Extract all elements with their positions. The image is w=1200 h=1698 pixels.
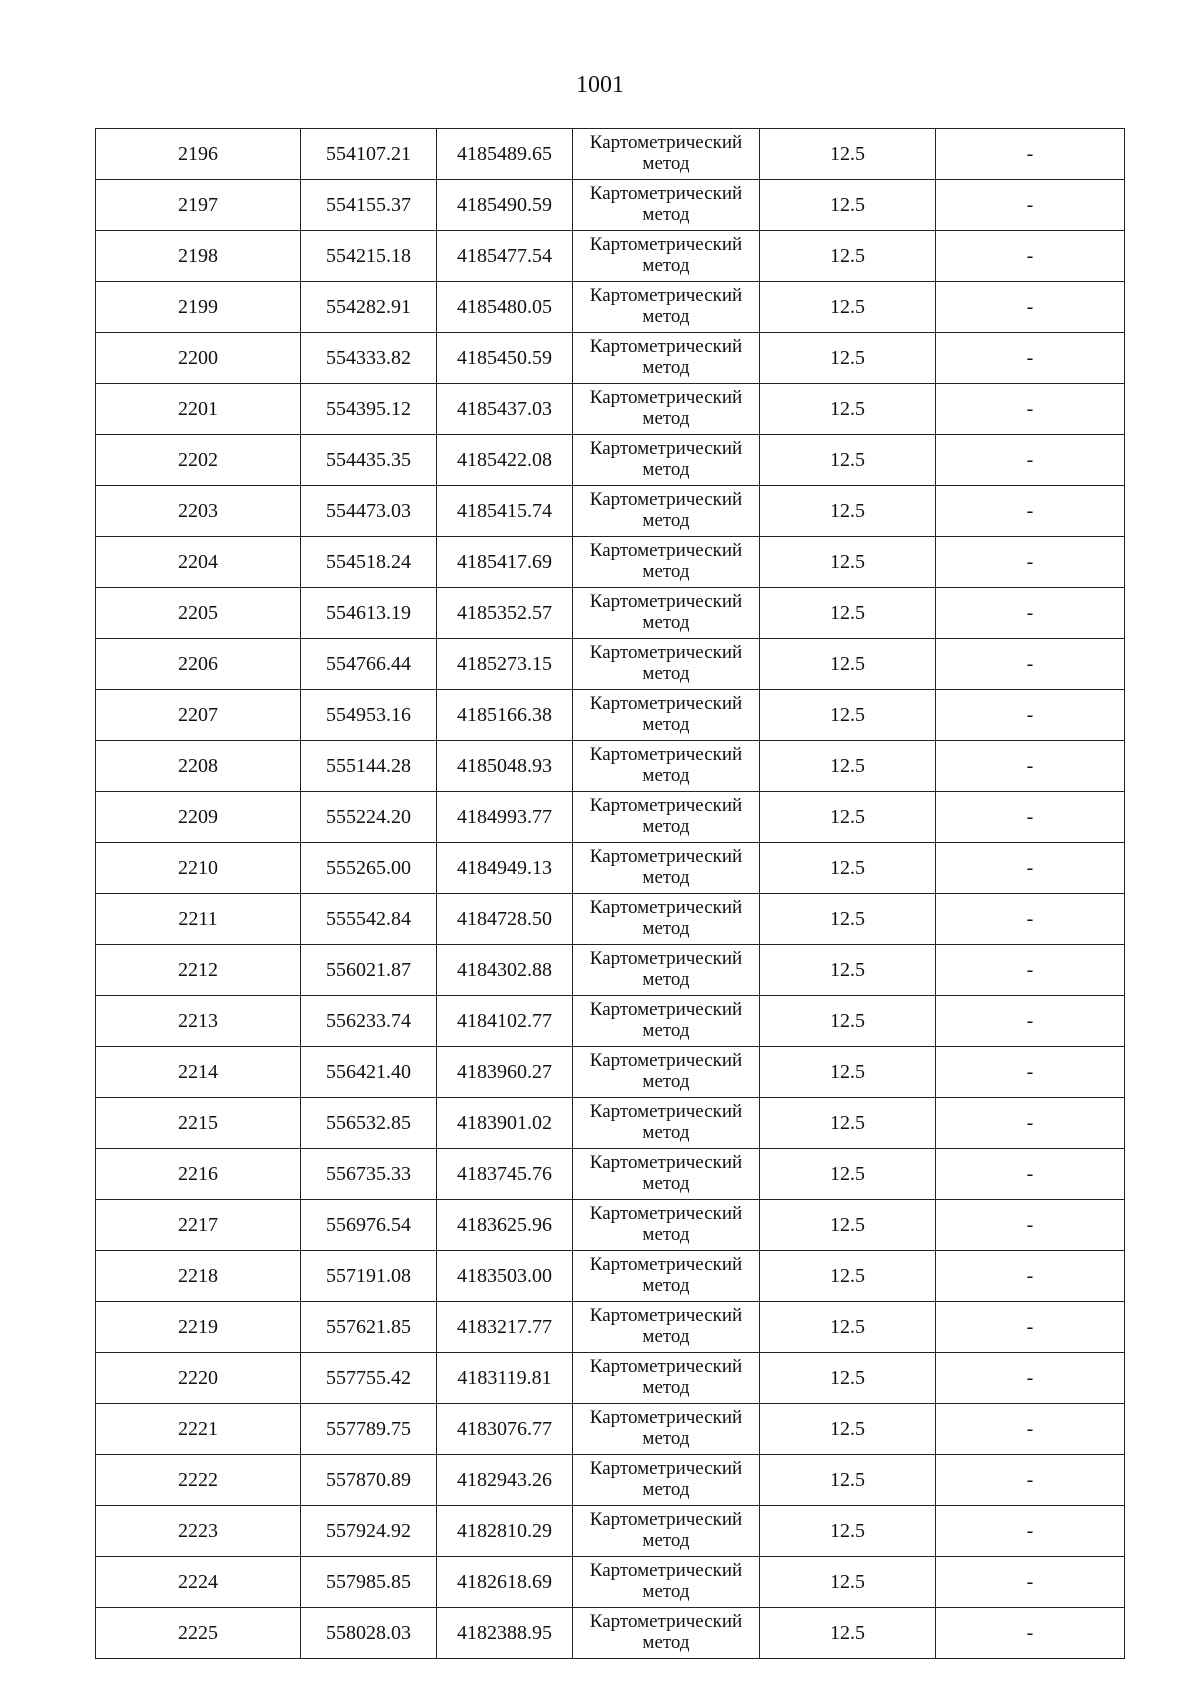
x-coordinate-cell: 554953.16 — [301, 690, 437, 741]
method-line-2: метод — [642, 459, 690, 480]
accuracy-cell: 12.5 — [760, 282, 936, 333]
accuracy-cell: 12.5 — [760, 1557, 936, 1608]
method-cell — [573, 435, 760, 486]
accuracy-cell: 12.5 — [760, 1404, 936, 1455]
method-line-1: Картометрический — [589, 1050, 743, 1072]
point-number-cell: 2209 — [96, 792, 301, 843]
coordinates-table — [95, 128, 1125, 1659]
method-line-2: метод — [642, 969, 690, 990]
method-line-2: метод — [642, 561, 690, 582]
x-coordinate-cell: 554766.44 — [301, 639, 437, 690]
method-cell — [573, 486, 760, 537]
table-row — [96, 129, 1125, 180]
note-cell: - — [936, 996, 1125, 1047]
method-line-2: метод — [642, 1224, 690, 1245]
note-cell: - — [936, 1047, 1125, 1098]
method-line-1: Картометрический — [589, 1254, 743, 1276]
method-line-2: метод — [642, 153, 690, 174]
method-line-2: метод — [642, 714, 690, 735]
method-line-2: метод — [642, 255, 690, 276]
note-cell: - — [936, 1404, 1125, 1455]
accuracy-cell: 12.5 — [760, 1353, 936, 1404]
table-row — [96, 1200, 1125, 1251]
note-cell: - — [936, 1353, 1125, 1404]
table-row — [96, 792, 1125, 843]
method-cell — [573, 1098, 760, 1149]
method-line-1: Картометрический — [589, 642, 743, 664]
method-cell — [573, 384, 760, 435]
point-number-cell: 2204 — [96, 537, 301, 588]
point-number-cell: 2224 — [96, 1557, 301, 1608]
method-line-2: метод — [642, 816, 690, 837]
x-coordinate-cell: 556233.74 — [301, 996, 437, 1047]
point-number-cell: 2214 — [96, 1047, 301, 1098]
table-row — [96, 1506, 1125, 1557]
point-number-cell: 2220 — [96, 1353, 301, 1404]
note-cell: - — [936, 690, 1125, 741]
note-cell: - — [936, 639, 1125, 690]
x-coordinate-cell: 557924.92 — [301, 1506, 437, 1557]
x-coordinate-cell: 555224.20 — [301, 792, 437, 843]
table-row — [96, 1098, 1125, 1149]
point-number-cell: 2196 — [96, 129, 301, 180]
page-number: 1001 — [576, 72, 624, 98]
method-cell — [573, 945, 760, 996]
y-coordinate-cell: 4184302.88 — [437, 945, 573, 996]
method-line-2: метод — [642, 918, 690, 939]
method-line-1: Картометрический — [589, 438, 743, 460]
x-coordinate-cell: 554282.91 — [301, 282, 437, 333]
table-row — [96, 537, 1125, 588]
x-coordinate-cell: 554395.12 — [301, 384, 437, 435]
x-coordinate-cell: 556421.40 — [301, 1047, 437, 1098]
x-coordinate-cell: 556976.54 — [301, 1200, 437, 1251]
x-coordinate-cell: 557870.89 — [301, 1455, 437, 1506]
point-number-cell: 2199 — [96, 282, 301, 333]
method-line-1: Картометрический — [589, 795, 743, 817]
method-line-2: метод — [642, 1530, 690, 1551]
note-cell: - — [936, 486, 1125, 537]
accuracy-cell: 12.5 — [760, 741, 936, 792]
note-cell: - — [936, 1200, 1125, 1251]
accuracy-cell: 12.5 — [760, 537, 936, 588]
table-row — [96, 639, 1125, 690]
method-line-1: Картометрический — [589, 285, 743, 307]
point-number-cell: 2206 — [96, 639, 301, 690]
x-coordinate-cell: 554613.19 — [301, 588, 437, 639]
note-cell: - — [936, 282, 1125, 333]
note-cell: - — [936, 129, 1125, 180]
x-coordinate-cell: 555542.84 — [301, 894, 437, 945]
table-row — [96, 486, 1125, 537]
point-number-cell: 2205 — [96, 588, 301, 639]
y-coordinate-cell: 4183503.00 — [437, 1251, 573, 1302]
accuracy-cell: 12.5 — [760, 945, 936, 996]
y-coordinate-cell: 4183119.81 — [437, 1353, 573, 1404]
note-cell: - — [936, 1608, 1125, 1659]
table-row — [96, 1404, 1125, 1455]
y-coordinate-cell: 4185480.05 — [437, 282, 573, 333]
accuracy-cell: 12.5 — [760, 333, 936, 384]
method-line-1: Картометрический — [589, 591, 743, 613]
method-line-1: Картометрический — [589, 1101, 743, 1123]
x-coordinate-cell: 554155.37 — [301, 180, 437, 231]
method-line-1: Картометрический — [589, 132, 743, 154]
table-row — [96, 1455, 1125, 1506]
method-cell — [573, 639, 760, 690]
x-coordinate-cell: 558028.03 — [301, 1608, 437, 1659]
method-line-2: метод — [642, 1173, 690, 1194]
point-number-cell: 2211 — [96, 894, 301, 945]
method-line-1: Картометрический — [589, 1407, 743, 1429]
y-coordinate-cell: 4183076.77 — [437, 1404, 573, 1455]
point-number-cell: 2217 — [96, 1200, 301, 1251]
method-cell — [573, 588, 760, 639]
method-line-2: метод — [642, 1479, 690, 1500]
point-number-cell: 2215 — [96, 1098, 301, 1149]
accuracy-cell: 12.5 — [760, 1608, 936, 1659]
method-line-2: метод — [642, 765, 690, 786]
note-cell: - — [936, 1149, 1125, 1200]
method-cell — [573, 741, 760, 792]
method-cell — [573, 1455, 760, 1506]
table-row — [96, 1047, 1125, 1098]
accuracy-cell: 12.5 — [760, 1455, 936, 1506]
y-coordinate-cell: 4184728.50 — [437, 894, 573, 945]
note-cell: - — [936, 1302, 1125, 1353]
y-coordinate-cell: 4185417.69 — [437, 537, 573, 588]
x-coordinate-cell: 557755.42 — [301, 1353, 437, 1404]
note-cell: - — [936, 537, 1125, 588]
point-number-cell: 2198 — [96, 231, 301, 282]
table-row — [96, 996, 1125, 1047]
table-row — [96, 333, 1125, 384]
method-line-1: Картометрический — [589, 1203, 743, 1225]
method-line-2: метод — [642, 867, 690, 888]
x-coordinate-cell: 554215.18 — [301, 231, 437, 282]
method-cell — [573, 333, 760, 384]
method-cell — [573, 1302, 760, 1353]
x-coordinate-cell: 555144.28 — [301, 741, 437, 792]
x-coordinate-cell: 554435.35 — [301, 435, 437, 486]
point-number-cell: 2197 — [96, 180, 301, 231]
table-row — [96, 690, 1125, 741]
method-cell — [573, 1608, 760, 1659]
method-line-2: метод — [642, 357, 690, 378]
method-line-2: метод — [642, 1581, 690, 1602]
accuracy-cell: 12.5 — [760, 1506, 936, 1557]
point-number-cell: 2212 — [96, 945, 301, 996]
note-cell: - — [936, 1455, 1125, 1506]
method-cell — [573, 180, 760, 231]
method-cell — [573, 843, 760, 894]
method-line-1: Картометрический — [589, 336, 743, 358]
point-number-cell: 2200 — [96, 333, 301, 384]
y-coordinate-cell: 4185437.03 — [437, 384, 573, 435]
method-cell — [573, 690, 760, 741]
method-line-1: Картометрический — [589, 846, 743, 868]
accuracy-cell: 12.5 — [760, 231, 936, 282]
method-line-1: Картометрический — [589, 1152, 743, 1174]
table-row — [96, 1608, 1125, 1659]
table-row — [96, 180, 1125, 231]
y-coordinate-cell: 4182810.29 — [437, 1506, 573, 1557]
note-cell: - — [936, 843, 1125, 894]
note-cell: - — [936, 741, 1125, 792]
table-row — [96, 282, 1125, 333]
method-line-2: метод — [642, 408, 690, 429]
method-cell — [573, 996, 760, 1047]
method-line-1: Картометрический — [589, 1509, 743, 1531]
y-coordinate-cell: 4182388.95 — [437, 1608, 573, 1659]
y-coordinate-cell: 4185273.15 — [437, 639, 573, 690]
x-coordinate-cell: 557985.85 — [301, 1557, 437, 1608]
point-number-cell: 2208 — [96, 741, 301, 792]
method-line-1: Картометрический — [589, 744, 743, 766]
method-cell — [573, 1557, 760, 1608]
x-coordinate-cell: 556021.87 — [301, 945, 437, 996]
y-coordinate-cell: 4184949.13 — [437, 843, 573, 894]
method-line-2: метод — [642, 1377, 690, 1398]
accuracy-cell: 12.5 — [760, 639, 936, 690]
method-cell — [573, 1200, 760, 1251]
note-cell: - — [936, 333, 1125, 384]
table-row — [96, 384, 1125, 435]
note-cell: - — [936, 1557, 1125, 1608]
accuracy-cell: 12.5 — [760, 996, 936, 1047]
method-line-1: Картометрический — [589, 1305, 743, 1327]
x-coordinate-cell: 557789.75 — [301, 1404, 437, 1455]
x-coordinate-cell: 556532.85 — [301, 1098, 437, 1149]
point-number-cell: 2225 — [96, 1608, 301, 1659]
method-cell — [573, 537, 760, 588]
method-line-2: метод — [642, 204, 690, 225]
y-coordinate-cell: 4182618.69 — [437, 1557, 573, 1608]
method-cell — [573, 1506, 760, 1557]
note-cell: - — [936, 384, 1125, 435]
y-coordinate-cell: 4184993.77 — [437, 792, 573, 843]
note-cell: - — [936, 180, 1125, 231]
x-coordinate-cell: 557191.08 — [301, 1251, 437, 1302]
note-cell: - — [936, 792, 1125, 843]
method-cell — [573, 1353, 760, 1404]
y-coordinate-cell: 4185450.59 — [437, 333, 573, 384]
method-line-2: метод — [642, 1326, 690, 1347]
method-line-1: Картометрический — [589, 387, 743, 409]
note-cell: - — [936, 894, 1125, 945]
y-coordinate-cell: 4185422.08 — [437, 435, 573, 486]
x-coordinate-cell: 555265.00 — [301, 843, 437, 894]
method-cell — [573, 1149, 760, 1200]
y-coordinate-cell: 4185490.59 — [437, 180, 573, 231]
method-line-1: Картометрический — [589, 693, 743, 715]
method-line-2: метод — [642, 663, 690, 684]
method-line-1: Картометрический — [589, 183, 743, 205]
method-cell — [573, 894, 760, 945]
point-number-cell: 2210 — [96, 843, 301, 894]
table-row — [96, 588, 1125, 639]
note-cell: - — [936, 588, 1125, 639]
point-number-cell: 2201 — [96, 384, 301, 435]
table-row — [96, 741, 1125, 792]
note-cell: - — [936, 231, 1125, 282]
y-coordinate-cell: 4183901.02 — [437, 1098, 573, 1149]
point-number-cell: 2223 — [96, 1506, 301, 1557]
method-line-1: Картометрический — [589, 1458, 743, 1480]
method-line-2: метод — [642, 1020, 690, 1041]
accuracy-cell: 12.5 — [760, 180, 936, 231]
method-line-2: метод — [642, 306, 690, 327]
method-cell — [573, 1251, 760, 1302]
note-cell: - — [936, 945, 1125, 996]
method-line-2: метод — [642, 510, 690, 531]
y-coordinate-cell: 4182943.26 — [437, 1455, 573, 1506]
y-coordinate-cell: 4184102.77 — [437, 996, 573, 1047]
table-row — [96, 231, 1125, 282]
x-coordinate-cell: 554107.21 — [301, 129, 437, 180]
method-line-1: Картометрический — [589, 999, 743, 1021]
accuracy-cell: 12.5 — [760, 588, 936, 639]
method-line-1: Картометрический — [589, 1356, 743, 1378]
method-cell — [573, 231, 760, 282]
point-number-cell: 2202 — [96, 435, 301, 486]
method-cell — [573, 129, 760, 180]
accuracy-cell: 12.5 — [760, 894, 936, 945]
x-coordinate-cell: 556735.33 — [301, 1149, 437, 1200]
table-row — [96, 1149, 1125, 1200]
y-coordinate-cell: 4185166.38 — [437, 690, 573, 741]
accuracy-cell: 12.5 — [760, 1302, 936, 1353]
accuracy-cell: 12.5 — [760, 435, 936, 486]
method-line-2: метод — [642, 612, 690, 633]
accuracy-cell: 12.5 — [760, 792, 936, 843]
table-row — [96, 1353, 1125, 1404]
method-line-2: метод — [642, 1071, 690, 1092]
point-number-cell: 2207 — [96, 690, 301, 741]
y-coordinate-cell: 4183217.77 — [437, 1302, 573, 1353]
point-number-cell: 2222 — [96, 1455, 301, 1506]
note-cell: - — [936, 1098, 1125, 1149]
accuracy-cell: 12.5 — [760, 1098, 936, 1149]
x-coordinate-cell: 554333.82 — [301, 333, 437, 384]
accuracy-cell: 12.5 — [760, 384, 936, 435]
accuracy-cell: 12.5 — [760, 1200, 936, 1251]
y-coordinate-cell: 4185489.65 — [437, 129, 573, 180]
point-number-cell: 2203 — [96, 486, 301, 537]
method-line-2: метод — [642, 1632, 690, 1653]
method-line-2: метод — [642, 1275, 690, 1296]
table-row — [96, 1557, 1125, 1608]
table-row — [96, 1302, 1125, 1353]
method-cell — [573, 792, 760, 843]
y-coordinate-cell: 4185048.93 — [437, 741, 573, 792]
method-line-1: Картометрический — [589, 948, 743, 970]
method-line-1: Картометрический — [589, 540, 743, 562]
point-number-cell: 2221 — [96, 1404, 301, 1455]
y-coordinate-cell: 4185352.57 — [437, 588, 573, 639]
table-row — [96, 894, 1125, 945]
accuracy-cell: 12.5 — [760, 690, 936, 741]
x-coordinate-cell: 557621.85 — [301, 1302, 437, 1353]
table-row — [96, 435, 1125, 486]
note-cell: - — [936, 435, 1125, 486]
method-cell — [573, 282, 760, 333]
y-coordinate-cell: 4183625.96 — [437, 1200, 573, 1251]
table-row — [96, 945, 1125, 996]
point-number-cell: 2219 — [96, 1302, 301, 1353]
y-coordinate-cell: 4185415.74 — [437, 486, 573, 537]
table-row — [96, 843, 1125, 894]
point-number-cell: 2213 — [96, 996, 301, 1047]
point-number-cell: 2218 — [96, 1251, 301, 1302]
method-line-1: Картометрический — [589, 1560, 743, 1582]
accuracy-cell: 12.5 — [760, 129, 936, 180]
method-cell — [573, 1047, 760, 1098]
note-cell: - — [936, 1251, 1125, 1302]
accuracy-cell: 12.5 — [760, 486, 936, 537]
method-line-1: Картометрический — [589, 1611, 743, 1633]
method-line-2: метод — [642, 1428, 690, 1449]
accuracy-cell: 12.5 — [760, 1047, 936, 1098]
point-number-cell: 2216 — [96, 1149, 301, 1200]
y-coordinate-cell: 4185477.54 — [437, 231, 573, 282]
method-line-2: метод — [642, 1122, 690, 1143]
table-row — [96, 1251, 1125, 1302]
y-coordinate-cell: 4183960.27 — [437, 1047, 573, 1098]
x-coordinate-cell: 554518.24 — [301, 537, 437, 588]
accuracy-cell: 12.5 — [760, 1149, 936, 1200]
accuracy-cell: 12.5 — [760, 1251, 936, 1302]
method-line-1: Картометрический — [589, 489, 743, 511]
method-cell — [573, 1404, 760, 1455]
method-line-1: Картометрический — [589, 897, 743, 919]
note-cell: - — [936, 1506, 1125, 1557]
y-coordinate-cell: 4183745.76 — [437, 1149, 573, 1200]
method-line-1: Картометрический — [589, 234, 743, 256]
accuracy-cell: 12.5 — [760, 843, 936, 894]
table-body — [96, 129, 1125, 1659]
x-coordinate-cell: 554473.03 — [301, 486, 437, 537]
